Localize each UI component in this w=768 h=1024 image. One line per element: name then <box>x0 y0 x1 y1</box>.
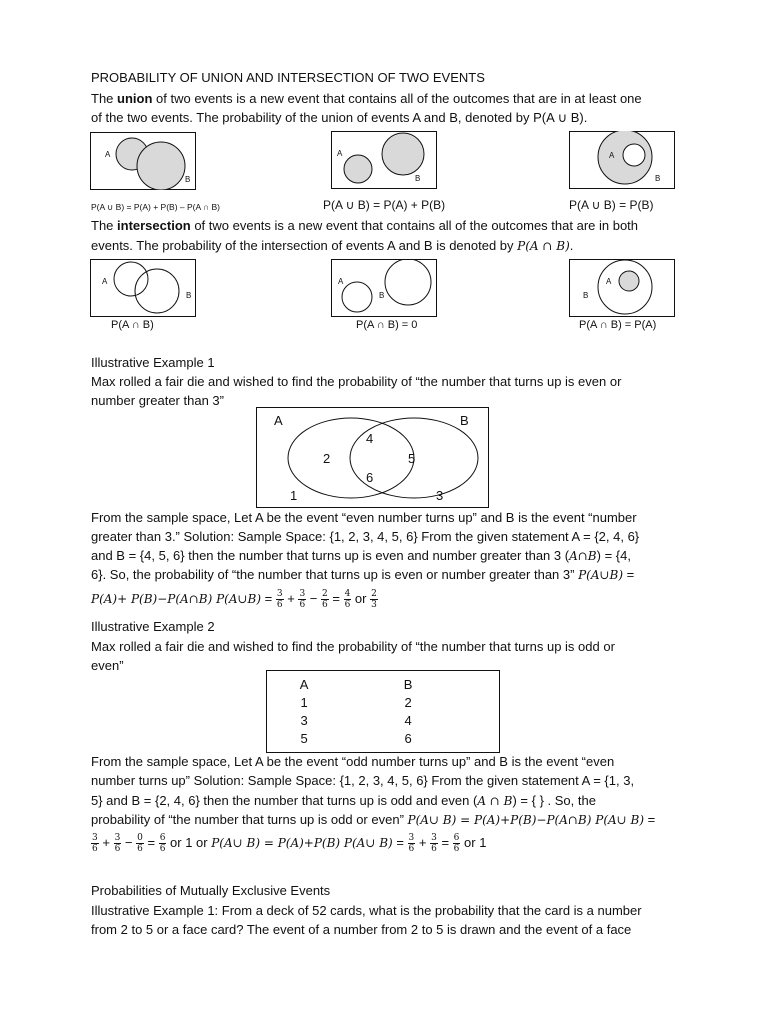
union-formula-2: P(A ∪ B) = P(A) + P(B) <box>323 198 446 212</box>
example1-heading: Illustrative Example 1 <box>91 355 215 370</box>
union-label-b: B <box>185 175 191 184</box>
example2-solution-line-2: number turns up” Solution: Sample Space: {1, 2, 3, 4, 5, 6} From the given statement A = {1, 3, <box>91 773 635 788</box>
intersection-venn-disjoint <box>331 259 437 317</box>
example2-formula-line: $\frac{3}{6}$ + $\frac{3}{6}$ − $\frac{0}{6}$ = $\frac{6}{6}$ or 1 or P(A∪ B) = P(A)+P(B) P(A∪ B) = $\frac{3}{6}$ + $\frac{3}{6}$ = $\frac{6}{6}$ or 1 <box>92 833 487 854</box>
example1-line-2: number greater than 3” <box>91 393 224 408</box>
example1-solution-line-3: and B = {4, 5, 6} then the number that turns up is even and number greater than 3 (A∩B) = {4, <box>91 548 631 563</box>
venn-value: 4 <box>366 431 374 446</box>
example2-solution-line-1: From the sample space, Let A be the event “odd number turns up” and B is the event “even <box>91 754 615 769</box>
union-term: union <box>117 91 153 106</box>
venn-value: 6 <box>366 470 374 485</box>
example2-solution-line-4: probability of “the number that turns up is odd or even” P(A∪ B) = P(A)+P(B)−P(A∩B) P(A∪ B) = <box>91 812 656 827</box>
example1-formula-line: P(A)+ P(B)−P(A∩B) P(A∪B) = $\frac{3}{6}$ + $\frac{3}{6}$ − $\frac{2}{6}$ = $\frac{4}{6}$ or $\frac{2}{3}$ <box>91 589 377 610</box>
example1-solution-line-2: greater than 3.” Solution: Sample Space: {1, 2, 3, 4, 5, 6} From the given statement A = {2, 4, 6} <box>91 529 640 544</box>
fraction: $\frac{3}{6}$ <box>408 833 415 854</box>
svg-text:B: B <box>655 174 661 183</box>
intersection-paragraph-line-1: The intersection of two events is a new event that contains all of the outcomes that are in both <box>91 218 639 233</box>
union-paragraph-line-1: The union of two events is a new event that contains all of the outcomes that are in at least one <box>91 91 642 106</box>
union-venn-disjoint <box>331 131 437 189</box>
example2-line-2: even” <box>91 658 124 673</box>
fraction: $\frac{0}{6}$ <box>137 833 143 854</box>
fraction: $\frac{3}{6}$ <box>299 589 306 610</box>
intersection-venn-overlap <box>90 259 196 317</box>
venn-set-a-label: A <box>274 413 283 428</box>
venn-value: 1 <box>290 488 298 503</box>
fraction: $\frac{3}{6}$ <box>114 833 121 854</box>
example1-solution-line-1: From the sample space, Let A be the event “even number turns up” and B is the event “number <box>91 510 637 525</box>
svg-text:B: B <box>379 291 385 300</box>
fraction: $\frac{2}{3}$ <box>371 589 377 610</box>
svg-text:B: B <box>583 291 589 300</box>
mutual-line-2: from 2 to 5 or a face card? The event of a number from 2 to 5 is drawn and the event of a face <box>91 922 632 937</box>
table-cell: 4 <box>404 712 412 728</box>
intersection-term: intersection <box>117 218 191 233</box>
table-row <box>297 693 437 711</box>
union-formula-1: P(A ∪ B) = P(A) + P(B) – P(A ∩ B) <box>91 202 221 212</box>
example2-table <box>297 675 437 747</box>
page-title: PROBABILITY OF UNION AND INTERSECTION OF TWO EVENTS <box>91 70 485 85</box>
union-venn-subset <box>569 131 675 189</box>
svg-text:A: A <box>337 149 343 158</box>
venn-value: 3 <box>436 488 444 503</box>
table-header-row <box>297 675 437 693</box>
example2-solution-line-3: 5} and B = {2, 4, 6} then the number that turns up is odd and even (A ∩ B) = { } . So, the <box>91 793 596 808</box>
fraction: $\frac{2}{6}$ <box>322 589 328 610</box>
intersection-formula-3: P(A ∩ B) = P(A) <box>579 319 657 331</box>
svg-text:B: B <box>415 174 421 183</box>
example2-line-1: Max rolled a fair die and wished to find the probability of “the number that turns up is odd or <box>91 639 615 654</box>
table-cell: 2 <box>404 694 412 710</box>
mutual-line-1: Illustrative Example 1: From a deck of 52 cards, what is the probability that the card is a number <box>91 903 642 918</box>
table-header: A <box>299 676 309 692</box>
table-header: B <box>403 676 413 692</box>
svg-text:A: A <box>609 151 615 160</box>
fraction: $\frac{3}{6}$ <box>92 833 98 854</box>
union-paragraph-line-2: of the two events. The probability of the union of events A and B, denoted by P(A ∪ B). <box>91 110 588 125</box>
svg-text:A: A <box>338 277 344 286</box>
example1-solution-line-4: 6}. So, the probability of “the number that turns up is even or number greater than 3” P(A∪B) = <box>91 567 635 582</box>
fraction: $\frac{4}{6}$ <box>344 589 351 610</box>
fraction: $\frac{6}{6}$ <box>453 833 460 854</box>
venn-set-b-label: B <box>460 413 469 428</box>
fraction: $\frac{6}{6}$ <box>159 833 166 854</box>
example1-venn <box>256 407 489 508</box>
union-venn-overlap <box>90 132 196 190</box>
table-row <box>297 729 437 747</box>
mutual-heading: Probabilities of Mutually Exclusive Events <box>91 883 331 898</box>
example2-heading: Illustrative Example 2 <box>91 619 215 634</box>
svg-text:A: A <box>606 277 612 286</box>
intersection-formula-1: P(A ∩ B) <box>111 319 154 331</box>
intersection-formula-2: P(A ∩ B) = 0 <box>356 319 418 331</box>
example1-line-1: Max rolled a fair die and wished to find the probability of “the number that turns up is even or <box>91 374 622 389</box>
example2-table-box <box>266 670 500 753</box>
table-row <box>297 711 437 729</box>
table-cell: 3 <box>300 712 308 728</box>
fraction: $\frac{3}{6}$ <box>276 589 283 610</box>
union-label-a: A <box>105 150 111 159</box>
svg-text:B: B <box>186 291 192 300</box>
intersection-paragraph-line-2: events. The probability of the intersection of events A and B is denoted by P(A ∩ B). <box>91 238 574 253</box>
venn-value: 2 <box>323 451 331 466</box>
svg-text:A: A <box>102 277 108 286</box>
table-cell: 5 <box>300 730 308 746</box>
table-cell: 1 <box>300 694 308 710</box>
union-formula-3: P(A ∪ B) = P(B) <box>569 198 654 212</box>
intersection-venn-subset <box>569 259 675 317</box>
table-cell: 6 <box>404 730 412 746</box>
venn-value: 5 <box>408 451 416 466</box>
fraction: $\frac{3}{6}$ <box>431 833 437 854</box>
